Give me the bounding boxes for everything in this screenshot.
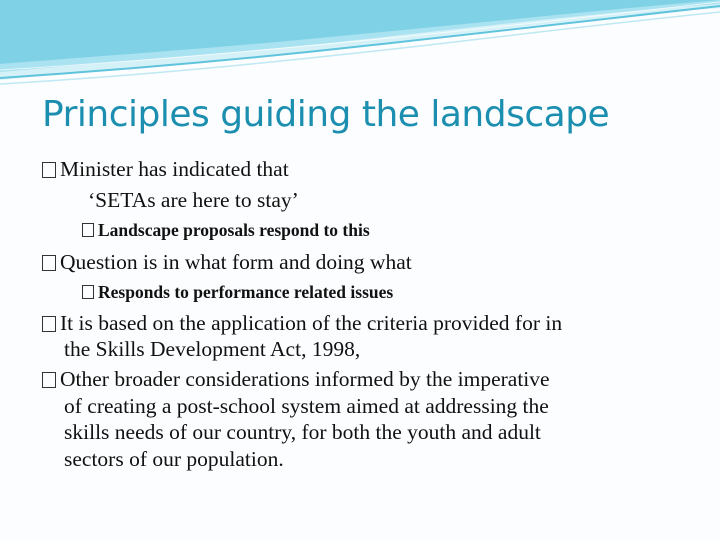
bullet-box-icon (42, 255, 56, 271)
sub-bullet-2: Responds to performance related issues (82, 282, 393, 303)
slide-title: Principles guiding the landscape (42, 94, 610, 135)
bullet-box-icon (42, 316, 56, 332)
bullet-1: Minister has indicated that (42, 157, 289, 182)
bullet-box-icon (42, 372, 56, 388)
bullet-box-icon (82, 223, 94, 237)
bullet-1-continuation: ‘SETAs are here to stay’ (88, 188, 299, 212)
bullet-box-icon (42, 162, 56, 178)
sub-bullet-1: Landscape proposals respond to this (82, 220, 370, 241)
bullet-box-icon (82, 285, 94, 299)
bullet-2: Question is in what form and doing what (42, 250, 412, 275)
bullet-4: Other broader considerations informed by the imperative (42, 367, 550, 392)
bullet-3: It is based on the application of the criteria provided for in (42, 311, 562, 336)
bullet-4-continuation-3: sectors of our population. (64, 447, 284, 471)
bullet-4-continuation-2: skills needs of our country, for both the youth and adult (64, 420, 541, 444)
bullet-4-continuation-1: of creating a post-school system aimed at addressing the (64, 394, 549, 418)
bullet-3-continuation: the Skills Development Act, 1998, (64, 337, 361, 361)
